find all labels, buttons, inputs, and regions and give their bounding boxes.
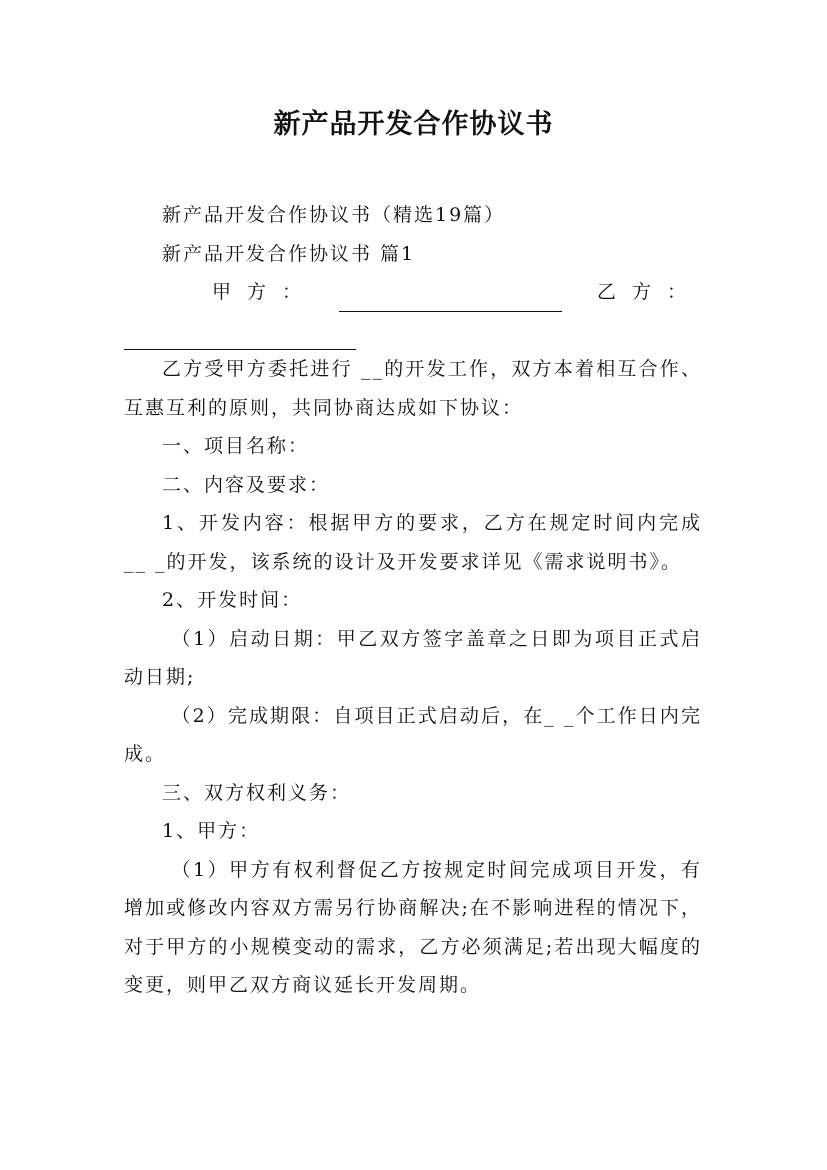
item-project-name: 一、项目名称： [162,435,310,457]
dev-content-paragraph: 1、开发内容：根据甲方的要求，乙方在规定时间内完成__ _的开发，该系统的设计及开发要求详见《需求说明书》。 [124,512,702,573]
party-b-label: 乙方： [596,281,702,303]
start-date-paragraph: （1）启动日期：甲乙双方签字盖章之日即为项目正式启动日期; [124,627,702,688]
document-body [124,196,702,1005]
party-b-blank [124,323,356,350]
dev-time-heading: 2、开发时间： [162,589,303,611]
document-title: 新产品开发合作协议书 [273,109,554,140]
party-a-heading: 1、甲方： [162,820,261,842]
item-content-requirements: 二、内容及要求： [162,473,331,496]
party-b-blank-row [124,312,702,351]
party-a-label: 甲方： [212,281,318,303]
intro-paragraph: 乙方受甲方委托进行 __的开发工作，双方本着相互合作、互惠互利的原则，共同协商达成如下协议： [124,358,702,419]
section-heading: 新产品开发合作协议书 篇1 [162,242,416,265]
party-a-right-paragraph: （1）甲方有权利督促乙方按规定时间完成项目开发，有增加或修改内容双方需另行协商解决;在不影响进程的情况下，对于甲方的小规模变动的需求，乙方必须满足;若出现大幅度的变更，则甲乙双方商议延长开发周期。 [124,858,702,996]
item-rights-obligations: 三、双方权利义务： [162,781,352,804]
deadline-paragraph: （2）完成期限：自项目正式启动后，在_ _个工作日内完成。 [124,704,702,765]
subtitle: 新产品开发合作协议书（精选19篇） [162,204,506,226]
party-a-blank [339,285,562,312]
party-signature-line [124,273,702,312]
